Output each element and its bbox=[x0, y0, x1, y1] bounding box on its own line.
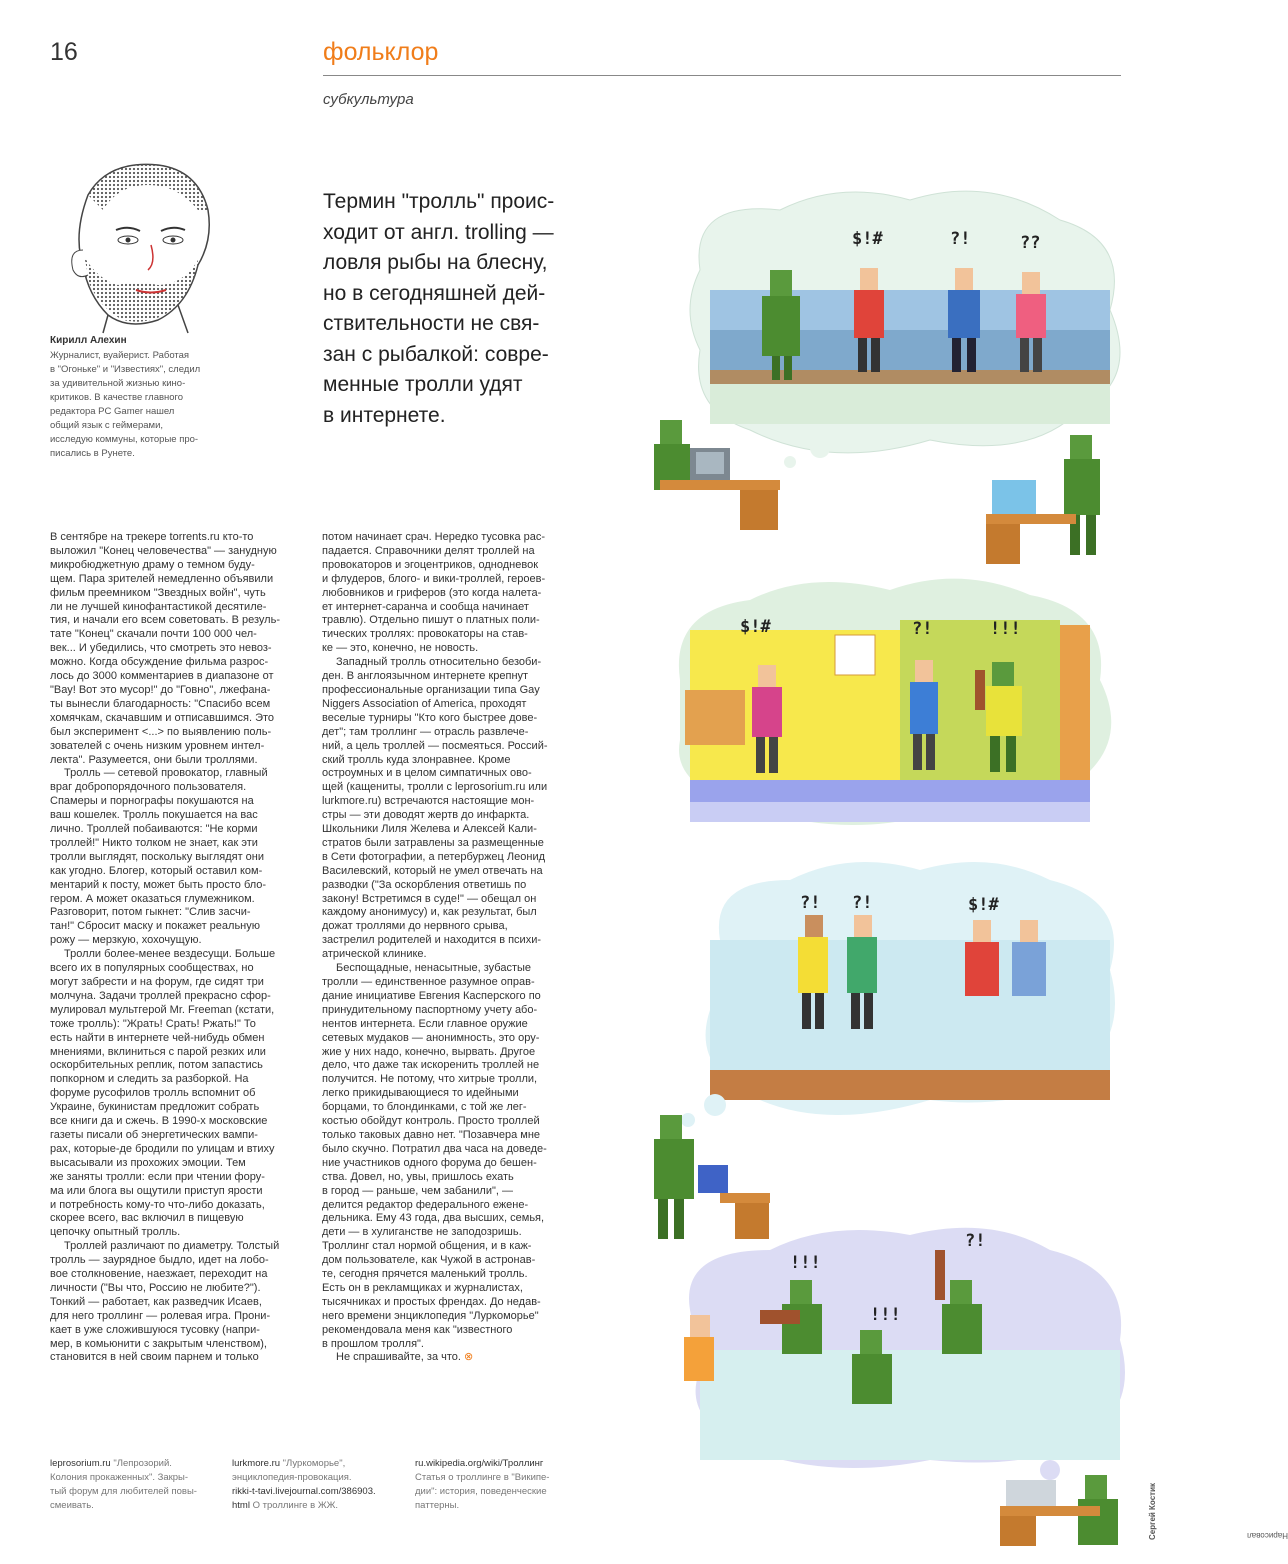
pixel-art-illustration bbox=[630, 180, 1150, 1550]
text-line: разводки ("За оскорбления ответишь по bbox=[322, 878, 527, 891]
text-line: молчуна. Задачи троллей прекрасно сфор- bbox=[50, 989, 271, 1002]
text-line: легко прикидывающиеся то идейными bbox=[322, 1087, 519, 1100]
speech-symbols: $!# bbox=[740, 617, 771, 637]
text-line: застрелил родителей и находится в психи- bbox=[322, 934, 542, 947]
speech-symbols: !!! bbox=[990, 619, 1021, 639]
speech-symbols: ?? bbox=[1020, 233, 1041, 253]
lead-line: менные тролли удят bbox=[323, 373, 523, 396]
text-line: падается. Справочники делят троллей на bbox=[322, 544, 535, 557]
text-line: "Вау! Вот это мусор!" до "Говно", лжефана- bbox=[50, 683, 271, 696]
text-line: вое столкновение, наезжает, переходит на bbox=[50, 1268, 268, 1281]
text-line: можно. Когда обсуждение фильма разрос- bbox=[50, 656, 269, 669]
author-bio bbox=[50, 349, 230, 461]
text-line: принудительному паспортному учету або- bbox=[322, 1003, 538, 1016]
text-line: дет"; там троллинг — отрасль развлече- bbox=[322, 725, 529, 738]
text-line: остроумных и в целом симпатичных ово- bbox=[322, 767, 532, 780]
subsection-title: субкультура bbox=[323, 91, 414, 108]
troll-at-computer-4 bbox=[1000, 1475, 1118, 1546]
text-line: атрической клинике. bbox=[322, 948, 427, 961]
section-title: фольклор bbox=[323, 38, 439, 66]
thought-bubble-2 bbox=[679, 579, 1111, 825]
footnote-link[interactable]: rikki-t-tavi.livejournal.com/386903. bbox=[232, 1486, 376, 1497]
text-line: В сентябре на трекере torrents.ru кто-то bbox=[50, 531, 254, 543]
speech-symbols: $!# bbox=[968, 895, 999, 915]
text-line: провокаторов и эгоцентриков, однодневок bbox=[322, 558, 539, 571]
bio-line: Журналист, вуайерист. Работая bbox=[50, 350, 190, 361]
footnote-leprosorium bbox=[50, 1457, 220, 1513]
text-line: Украине, букинистам предложит собрать bbox=[50, 1101, 260, 1114]
lead-line: в интернете. bbox=[323, 403, 446, 427]
text-line: лично. Троллей побаиваются: "Не корми bbox=[50, 823, 258, 836]
lead-line: зан с рыбалкой: совре- bbox=[323, 342, 549, 366]
text-line: в прошлом тролля". bbox=[322, 1337, 424, 1350]
text-line: кает в уже сложившуюся тусовку (напри- bbox=[50, 1323, 260, 1336]
speech-symbols: !!! bbox=[790, 1253, 821, 1273]
article-column-1 bbox=[50, 531, 312, 1365]
footnote-link[interactable]: html bbox=[232, 1500, 250, 1511]
text-line: выложил "Конец человечества" — занудную bbox=[50, 544, 277, 557]
lead-line: ствительности не свя- bbox=[323, 312, 540, 335]
text-line: Троллей различают по диаметру. Толстый bbox=[64, 1240, 280, 1253]
text-line: в Сети фотографии, а петербуржец Леонид bbox=[322, 850, 546, 863]
bio-line: в "Огоньке" и "Известиях", следил bbox=[50, 364, 201, 375]
footnote-wikipedia bbox=[415, 1457, 575, 1513]
text-line: травлю). Отдельно пишут о платных поли- bbox=[322, 614, 540, 627]
article-column-2 bbox=[322, 531, 580, 1365]
footnote-link[interactable]: lurkmore.ru bbox=[232, 1458, 281, 1469]
text-line: костью обойдут контроль. Просто троллей bbox=[322, 1115, 540, 1128]
text-line: оскорбительных реплик, потом запастись bbox=[50, 1059, 263, 1072]
footnote-text: "Луркоморье", bbox=[280, 1458, 346, 1469]
author-portrait bbox=[48, 155, 226, 335]
footnote-text: смеивать. bbox=[50, 1500, 94, 1511]
thought-bubble-3 bbox=[706, 862, 1115, 1115]
troll-at-computer-3 bbox=[654, 1115, 770, 1239]
text-line: ли не лучшей кинофантастикой десятиле- bbox=[50, 600, 267, 613]
lead-line: Термин "тролль" проис- bbox=[323, 190, 555, 213]
text-line: стры — эти доводят жертв до инфаркта. bbox=[322, 809, 530, 822]
text-line: цепочку опытный тролль. bbox=[50, 1226, 181, 1239]
text-line: тролль — заурядное быдло, идет на лобо- bbox=[50, 1254, 269, 1267]
text-line: высасывали из прохожих эмоции. Тем bbox=[50, 1156, 246, 1169]
bio-line: общий язык с геймерами, bbox=[50, 420, 164, 431]
footnote-text: Статья о троллинге в "Википе- bbox=[415, 1472, 550, 1483]
text-line: закону! Встретимся в суде!" — обещал он bbox=[322, 892, 537, 905]
text-line: враг добропорядочного пользователя. bbox=[50, 781, 247, 794]
text-line: Есть он в рекламщиках и журналистах, bbox=[322, 1281, 523, 1294]
end-mark-icon: ⊗ bbox=[464, 1351, 474, 1364]
footnote-text: энциклопедия-провокация. bbox=[232, 1472, 352, 1483]
article-paragraph bbox=[50, 1240, 312, 1365]
text-line: хомячкам, скачавшим и отписавшимся. Это bbox=[50, 711, 275, 724]
text-line: тате "Конец" скачали почти 100 000 чел- bbox=[50, 628, 257, 641]
troll-at-computer-1 bbox=[654, 420, 780, 530]
page-number: 16 bbox=[50, 38, 78, 66]
text-line: тролли выглядят, поскольку выглядят они bbox=[50, 850, 265, 863]
footnote-text: О троллинге в ЖЖ. bbox=[249, 1500, 339, 1511]
text-line: ке — это, конечно, не новость. bbox=[322, 642, 479, 655]
text-line: щей (кащениты, тролли с leprosorium.ru или bbox=[322, 781, 548, 794]
text-line: любовников и гриферов (это когда налета- bbox=[322, 586, 542, 599]
text-line: потом начинает срач. Нередко тусовка рас- bbox=[322, 531, 546, 543]
header-divider bbox=[323, 75, 1121, 76]
text-line: лекта". Разумеется, они были троллями. bbox=[50, 753, 258, 766]
speech-symbols: ?! bbox=[965, 1231, 986, 1251]
text-line: тысячниках и простых френдах. До недав- bbox=[322, 1295, 541, 1308]
footnote-link[interactable]: ru.wikipedia.org/wiki/Троллинг bbox=[415, 1458, 544, 1469]
article-paragraph bbox=[50, 531, 312, 767]
text-line: Западный тролль относительно безоби- bbox=[336, 656, 542, 669]
speech-symbols: ?! bbox=[912, 619, 933, 639]
text-line: мнениями, вклиниться с парой резких или bbox=[50, 1045, 266, 1058]
text-line: же заняты тролли: если при чтении фору- bbox=[50, 1170, 265, 1183]
text-line: рожу — мерзкую, хохочущую. bbox=[50, 934, 202, 947]
text-line: гером. А может оказаться глумежником. bbox=[50, 892, 255, 905]
text-line: сетевых мудаков — анонимность, это ору- bbox=[322, 1031, 540, 1044]
bio-line: редактора PC Gamer нашел bbox=[50, 406, 175, 417]
text-line: жие у них надо, конечно, вырвать. Другое bbox=[322, 1045, 536, 1058]
text-line: и потребность кому-то что-либо доказать, bbox=[50, 1198, 265, 1211]
footnote-text: паттерны. bbox=[415, 1500, 460, 1511]
speech-symbols: ?! bbox=[950, 229, 971, 249]
text-line: попкорном и следить за разборкой. На bbox=[50, 1073, 249, 1086]
bio-line: за удивительной жизнью кино- bbox=[50, 378, 186, 389]
text-line: ет интернет-саранча и сообща начинает bbox=[322, 600, 529, 613]
text-line: дети — в хулиганстве не заподозришь. bbox=[322, 1226, 522, 1239]
text-line: мер, в комьюнити с закрытым членством), bbox=[50, 1337, 267, 1350]
text-line: стратов были затравлены за размещенные bbox=[322, 836, 544, 849]
text-line: Спамеры и порнографы покушаются на bbox=[50, 795, 254, 808]
text-line: троллей!" Никто толком не знает, как эти bbox=[50, 836, 258, 849]
text-line: личности ("Вы что, Россию не любите?"). bbox=[50, 1281, 261, 1294]
footnote-text: дии": история, поведенческие bbox=[415, 1486, 547, 1497]
text-line: профессиональные организации типа Gay bbox=[322, 683, 540, 696]
text-line: для него троллинг — ролевая игра. Прони- bbox=[50, 1309, 271, 1322]
bio-line: писались в Рунете. bbox=[50, 448, 135, 459]
text-line: могут забрести и на форум, где сидят три bbox=[50, 976, 264, 988]
text-line: фильм преемником "Звездных войн", чуть bbox=[50, 586, 266, 599]
article-paragraph bbox=[322, 1351, 580, 1365]
footnote-link[interactable]: leprosorium.ru bbox=[50, 1458, 111, 1469]
text-line: тоже тролль): "Жрать! Срать! Ржать!" То bbox=[50, 1017, 256, 1030]
thought-bubble-4 bbox=[684, 1228, 1125, 1468]
text-line: тических троллях: провокаторы на став- bbox=[322, 628, 528, 641]
text-line: становится в ней своим парнем и только bbox=[50, 1351, 259, 1364]
text-line: Троллинг стал нормой общения, и в каж- bbox=[322, 1240, 532, 1253]
text-line: микробюджетную драму о темном буду- bbox=[50, 558, 255, 571]
text-line: борцами, то блондинками, с той же лег- bbox=[322, 1101, 527, 1114]
bio-line: исследую коммуны, которые про- bbox=[50, 434, 199, 445]
text-line: только таковых давно нет. "Позавчера мне bbox=[322, 1128, 541, 1141]
speech-symbols: $!# bbox=[852, 229, 883, 249]
text-line: ментарий к посту, может быть просто бло- bbox=[50, 878, 267, 891]
text-line: дожат троллями до нервного срыва, bbox=[322, 920, 508, 933]
footnote-lurkmore bbox=[232, 1457, 402, 1513]
text-line: газеты писали об энергетических вампи- bbox=[50, 1128, 258, 1141]
text-line: нентов интернета. Если главное оружие bbox=[322, 1017, 528, 1030]
text-line: было скучно. Потратил два часа на доведе- bbox=[322, 1142, 547, 1155]
text-line: веселые турниры "Кто кого быстрее дове- bbox=[322, 711, 538, 724]
text-line: ден. В англоязычном интернете крепнут bbox=[322, 670, 529, 683]
text-line: ства. Довел, но, увы, пришлось ехать bbox=[322, 1170, 514, 1183]
text-line: тан!" Сбросит маску и покажет реальную bbox=[50, 920, 260, 933]
text-line: Беспощадные, ненасытные, зубастые bbox=[336, 962, 532, 975]
text-line: рах, которые-де бродили по улицам и втиху bbox=[50, 1142, 275, 1155]
text-line: лось до 3000 комментариев в диапазоне от bbox=[50, 670, 274, 683]
illustration-credit bbox=[1148, 1400, 1288, 1540]
author-name: Кирилл Алехин bbox=[50, 335, 127, 346]
lead-line: ловля рыбы на блесну, bbox=[323, 251, 548, 274]
lead-line: ходит от англ. trolling — bbox=[323, 220, 554, 244]
text-line: форуме русофилов тролль вспомнит об bbox=[50, 1087, 256, 1100]
text-line: всего их в популярных сообществах, но bbox=[50, 962, 254, 975]
text-line: зователей с очень низким уровнем интел- bbox=[50, 739, 265, 752]
text-line: ние участников одного форума до бешен- bbox=[322, 1156, 537, 1169]
text-line: рекомендовала меня как "известного bbox=[322, 1323, 513, 1336]
lead-line: но в сегодняшней дей- bbox=[323, 281, 546, 305]
speech-symbols: ?! bbox=[800, 893, 821, 913]
text-line: ваш кошелек. Тролль покушается на вас bbox=[50, 809, 258, 822]
text-line: те, сегодня прячется маленький тролль. bbox=[322, 1268, 528, 1281]
credit-label: Нарисовал bbox=[1247, 1531, 1288, 1540]
text-line: Тролли более-менее вездесущи. Больше bbox=[64, 948, 276, 961]
text-line: Тонкий — работает, как разведчик Исаев, bbox=[50, 1295, 262, 1308]
thought-bubble-1 bbox=[690, 191, 1120, 453]
text-line: как угодно. Блогер, который оставил ком- bbox=[50, 864, 263, 877]
text-line: век... И убедились, что смотреть это невоз- bbox=[50, 642, 272, 655]
text-line: скорее всего, вас включил в пищевую bbox=[50, 1212, 244, 1225]
text-line: Разговорит, потом гыкнет: "Слив засчи- bbox=[50, 906, 251, 919]
footnote-text: Колония прокаженных". Закры- bbox=[50, 1472, 189, 1483]
bio-line: критиков. В качестве главного bbox=[50, 392, 184, 403]
text-line: и флудеров, блого- и вики-троллей, героев- bbox=[322, 572, 546, 585]
text-line: каждому анонимусу) и, как результат, был bbox=[322, 906, 537, 919]
footnote-text: тый форум для любителей повы- bbox=[50, 1486, 197, 1497]
text-line: Тролль — сетевой провокатор, главный bbox=[64, 767, 268, 780]
lead-paragraph bbox=[323, 187, 588, 431]
text-line: делится редактор федерального еженe- bbox=[322, 1198, 529, 1211]
text-line: ма или блога вы ощутили приступ ярости bbox=[50, 1184, 263, 1197]
article-paragraph bbox=[322, 656, 580, 962]
article-paragraph bbox=[50, 948, 312, 1240]
text-line: ний, а цель троллей — посмеяться. Россий- bbox=[322, 739, 548, 752]
text-line: в город — раньше, чем забанили", — bbox=[322, 1184, 514, 1197]
troll-at-computer-2 bbox=[986, 435, 1100, 564]
speech-symbols: !!! bbox=[870, 1305, 901, 1325]
credit-name: Сергей Костик bbox=[1148, 1483, 1157, 1540]
text-line: тия, и начали его всем советовать. В резуль- bbox=[50, 614, 280, 627]
text-line: него времени энциклопедия "Луркоморье" bbox=[322, 1309, 539, 1322]
speech-symbols: ?! bbox=[852, 893, 873, 913]
text-line: ский тролль куда злонравнее. Кроме bbox=[322, 753, 511, 766]
text-line: ты вынесли благодарность: "Спасибо всем bbox=[50, 697, 271, 710]
text-line: был эксперимент <...> по выявлению поль- bbox=[50, 725, 272, 738]
text-line: Василевский, который не умел отвечать на bbox=[322, 864, 543, 877]
text-line: тролли — единственное разумное оправ- bbox=[322, 976, 535, 988]
article-paragraph bbox=[322, 962, 580, 1351]
text-line: дельника. Ему 43 года, два высших, семья, bbox=[322, 1212, 545, 1225]
text-line: щем. Пара зрителей немедленно объявили bbox=[50, 572, 274, 585]
text-line: все книги да и сжечь. В 1990-х московские bbox=[50, 1115, 268, 1128]
text-line: дело, что даже так искоренить троллей не bbox=[322, 1059, 540, 1072]
text-line: мулировал мультгерой Mr. Freeman (кстати, bbox=[50, 1003, 275, 1016]
text-line: дание инициативе Евгения Касперского по bbox=[322, 989, 541, 1002]
footnote-text: "Лепрозорий. bbox=[110, 1458, 172, 1469]
text-line: Niggers Association of America, проходят bbox=[322, 697, 527, 710]
text-line: получится. Не потому, что хитрые тролли, bbox=[322, 1073, 538, 1086]
text-line: дом пользователе, как Чужой в астронав- bbox=[322, 1254, 536, 1267]
text-line: есть найти в интернете чей-нибудь обмен bbox=[50, 1031, 265, 1044]
text-line: Не спрашивайте, за что. bbox=[336, 1351, 461, 1364]
text-line: lurkmore.ru) встречаются настоящие мон- bbox=[322, 795, 535, 808]
article-paragraph bbox=[322, 531, 580, 656]
text-line: Школьники Лиля Желева и Алексей Кали- bbox=[322, 823, 537, 836]
article-paragraph bbox=[50, 767, 312, 948]
